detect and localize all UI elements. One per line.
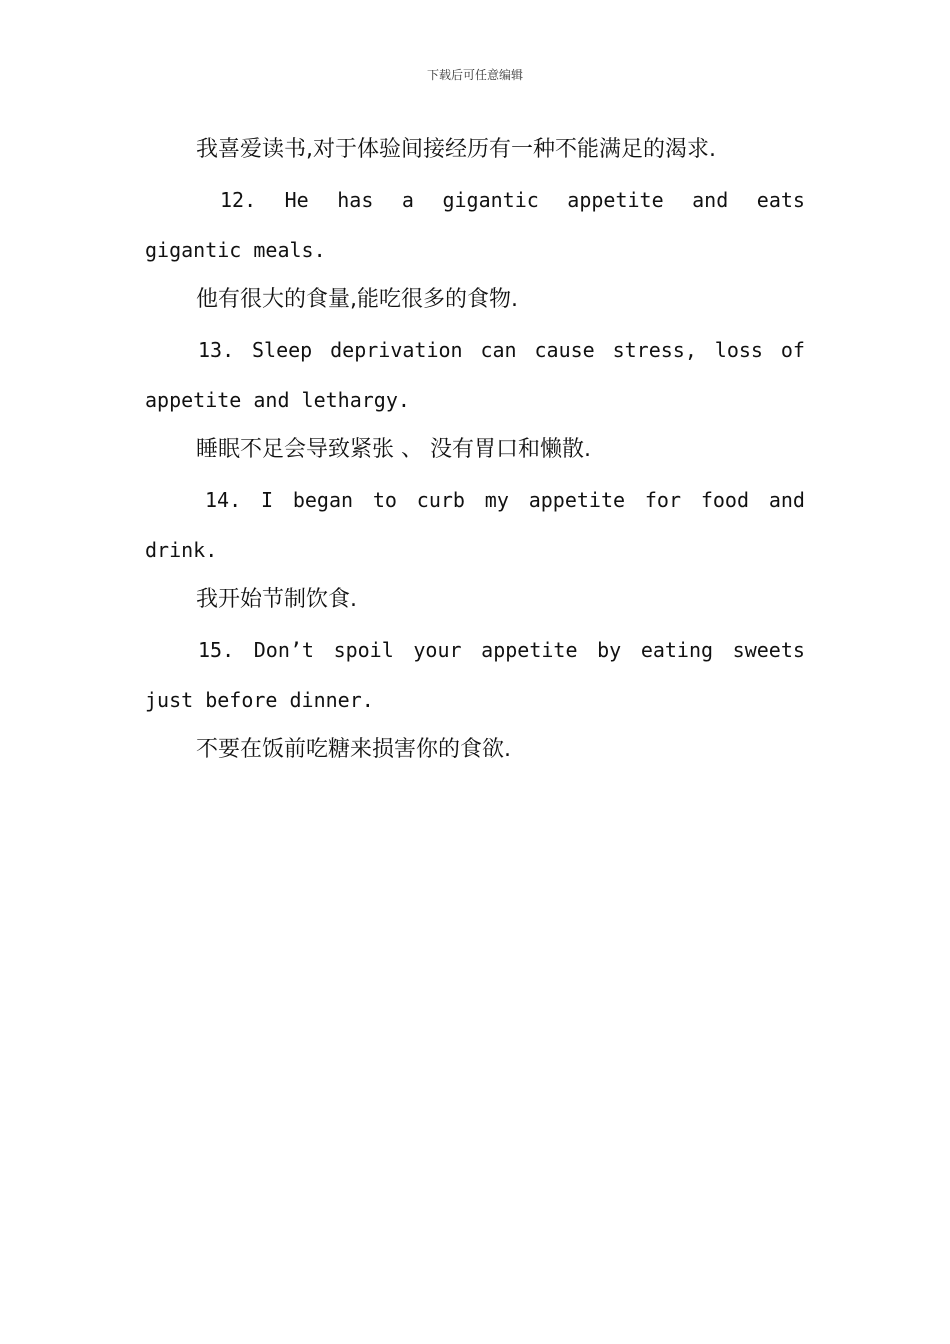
word: curb bbox=[416, 488, 465, 512]
word: Don’t bbox=[253, 638, 314, 662]
word: appetite bbox=[481, 638, 578, 662]
word: by bbox=[597, 638, 622, 662]
sentence-13-translation: 睡眠不足会导致紧张 、 没有胃口和懒散. bbox=[196, 437, 591, 462]
paragraph-translation: 我喜爱读书,对于体验间接经历有一种不能满足的渴求. bbox=[196, 137, 716, 162]
word: spoil bbox=[333, 638, 394, 662]
word: and bbox=[692, 188, 729, 212]
document-body bbox=[145, 125, 805, 775]
word: appetite bbox=[528, 488, 626, 512]
word: 12. bbox=[220, 188, 257, 212]
word: and bbox=[768, 488, 805, 512]
sentence-13-line1 bbox=[145, 325, 805, 375]
word: your bbox=[413, 638, 462, 662]
word: appetite bbox=[567, 188, 664, 212]
word: for bbox=[644, 488, 681, 512]
page-header: 下载后可任意编辑 bbox=[426, 68, 523, 82]
word: can bbox=[480, 338, 517, 362]
word: deprivation bbox=[330, 338, 463, 362]
word: to bbox=[372, 488, 397, 512]
word: gigantic bbox=[442, 188, 539, 212]
sentence-15-line2: just before dinner. bbox=[145, 688, 374, 712]
word: food bbox=[700, 488, 749, 512]
sentence-15-translation: 不要在饭前吃糖来损害你的食欲. bbox=[196, 737, 511, 762]
word: 14. bbox=[205, 488, 242, 512]
word: Sleep bbox=[252, 338, 313, 362]
word: of bbox=[780, 338, 805, 362]
word: stress, bbox=[612, 338, 697, 362]
word: 13. bbox=[198, 338, 235, 362]
sentence-15-line1 bbox=[145, 625, 805, 675]
word: I bbox=[260, 488, 273, 512]
sentence-12-translation: 他有很大的食量,能吃很多的食物. bbox=[196, 287, 518, 312]
word: a bbox=[401, 188, 414, 212]
word: eating bbox=[640, 638, 714, 662]
word: 15. bbox=[198, 638, 235, 662]
sentence-13-line2: appetite and lethargy. bbox=[145, 388, 410, 412]
word: eats bbox=[756, 188, 805, 212]
sentence-14-line1 bbox=[145, 475, 805, 525]
word: sweets bbox=[732, 638, 805, 662]
word: began bbox=[292, 488, 354, 512]
sentence-12-line1 bbox=[145, 175, 805, 225]
word: He bbox=[284, 188, 309, 212]
word: cause bbox=[534, 338, 595, 362]
word: has bbox=[337, 188, 374, 212]
word: my bbox=[484, 488, 509, 512]
word: loss bbox=[714, 338, 763, 362]
sentence-12-line2: gigantic meals. bbox=[145, 238, 326, 262]
sentence-14-line2: drink. bbox=[145, 538, 218, 562]
sentence-14-translation: 我开始节制饮食. bbox=[196, 587, 357, 612]
